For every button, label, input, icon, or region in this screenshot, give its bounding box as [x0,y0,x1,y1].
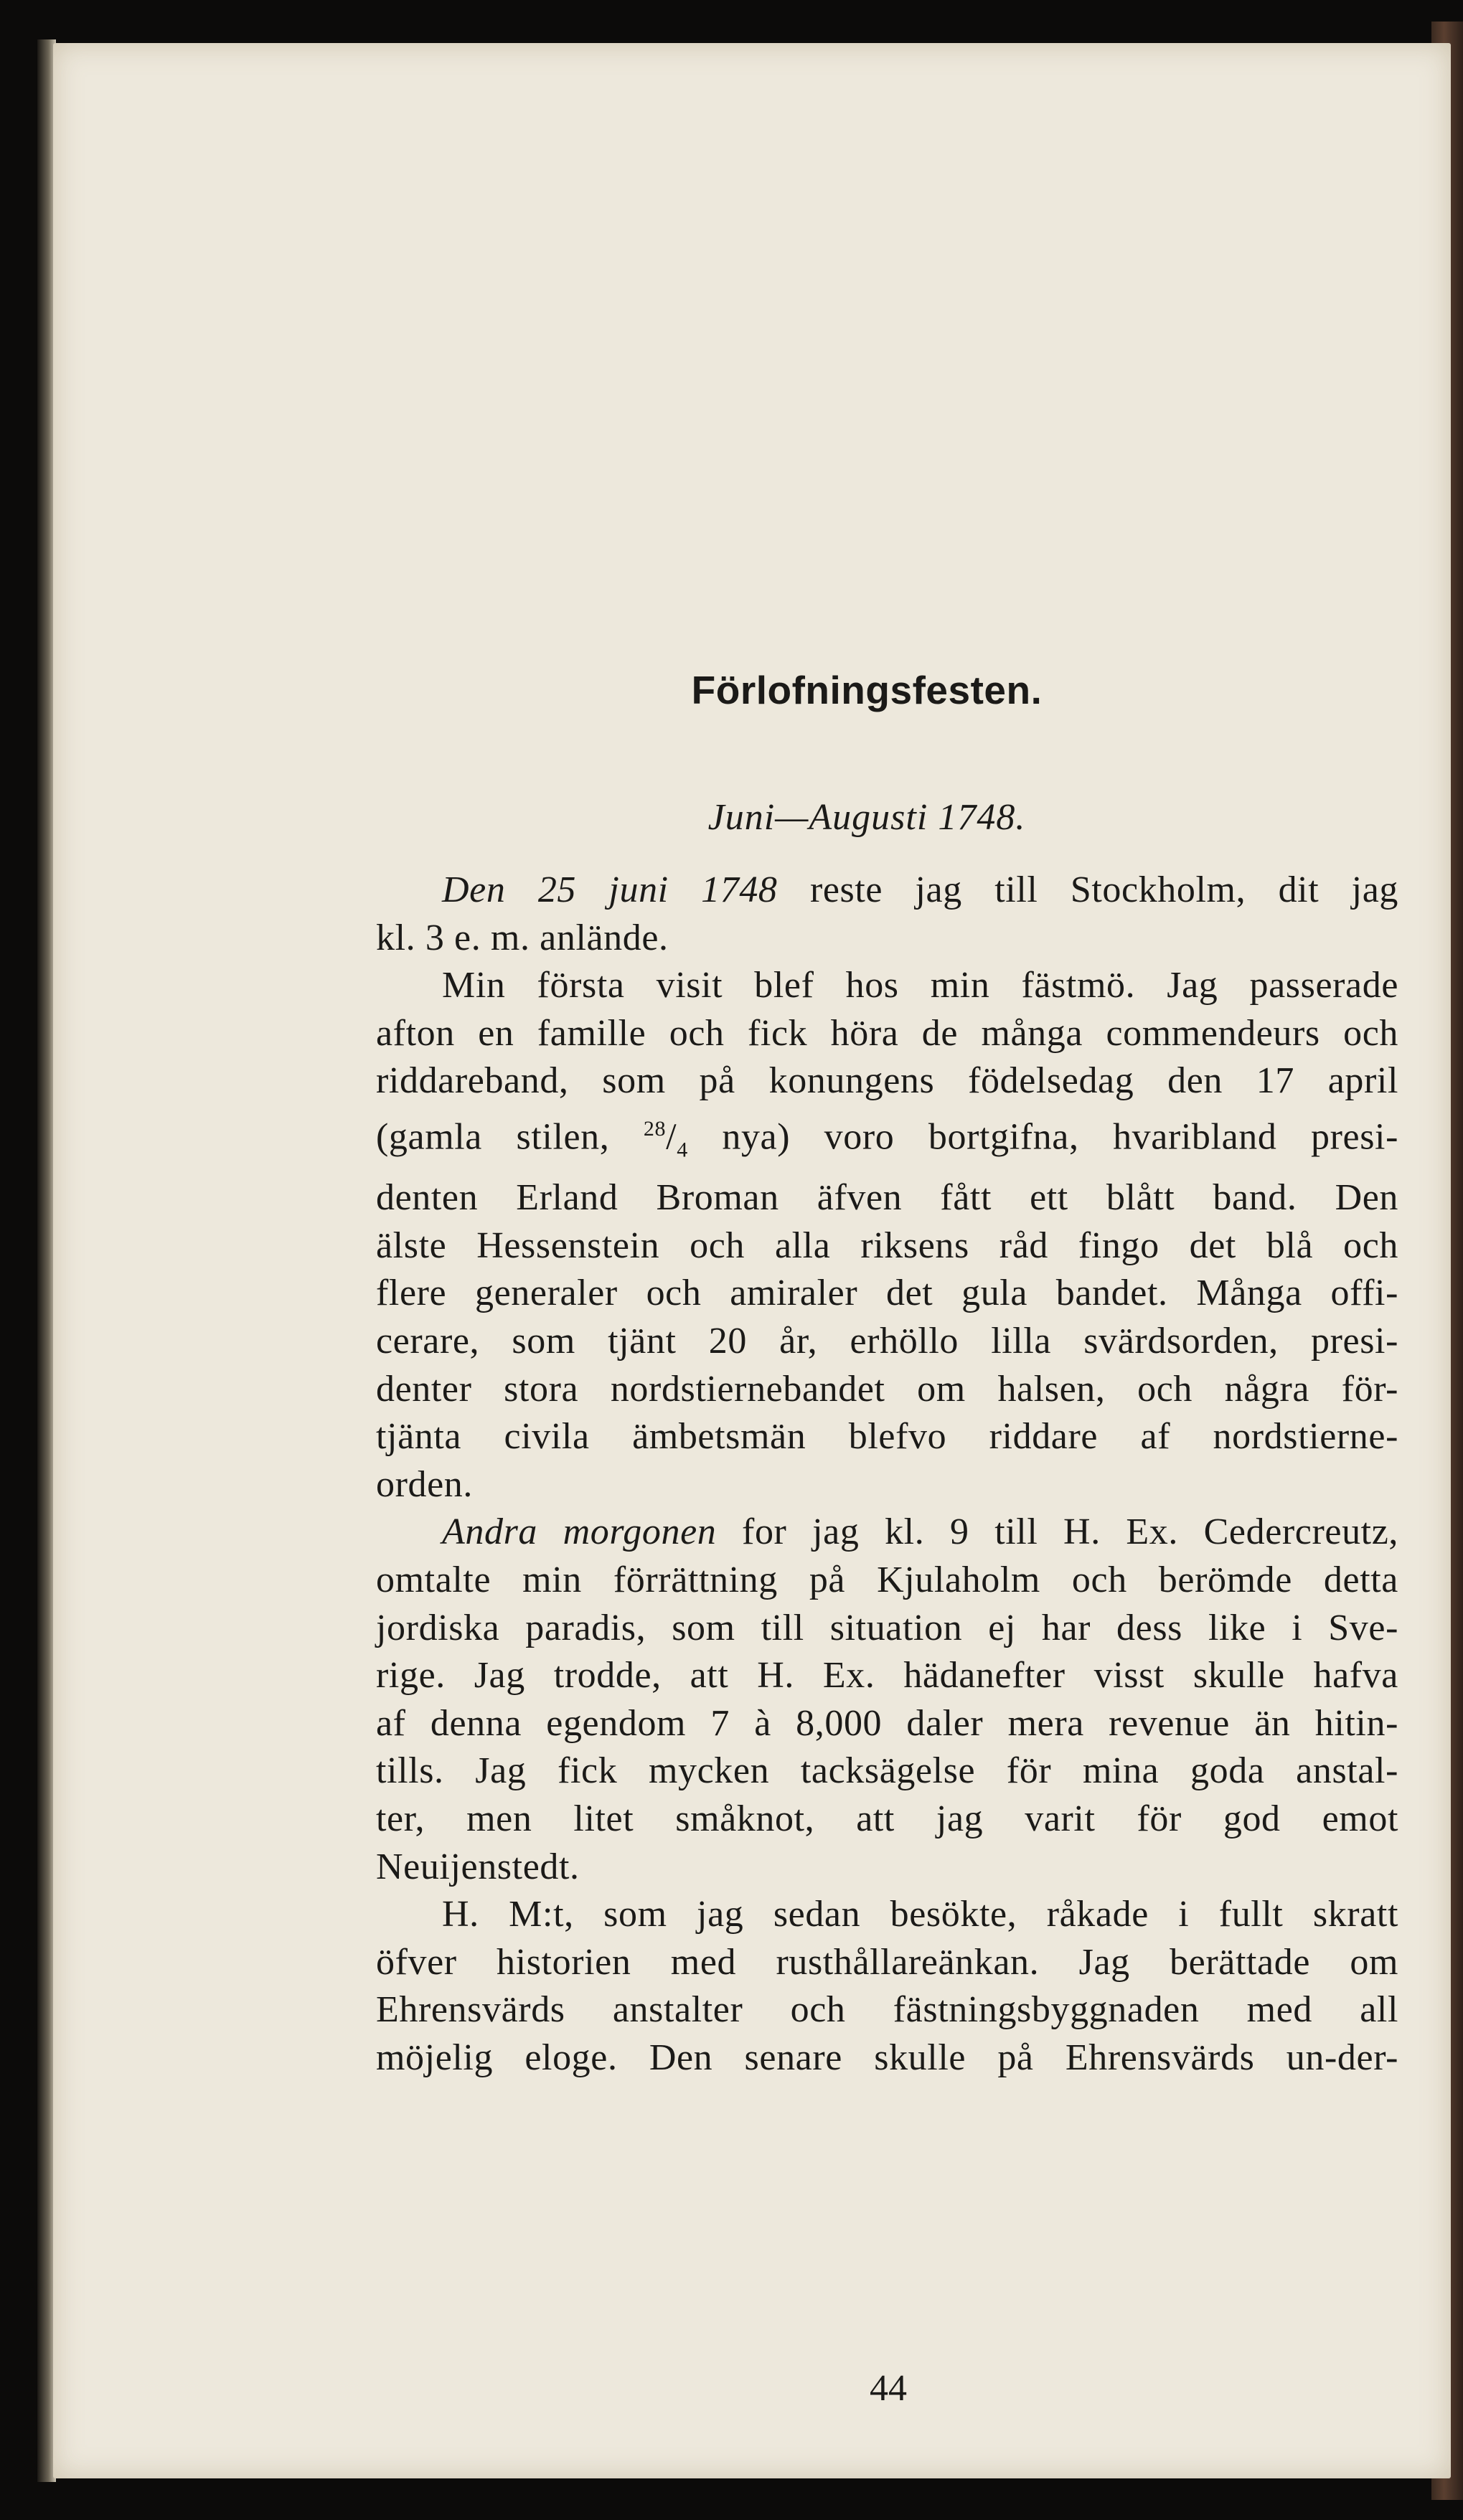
text-line: Min första visit blef hos min fästmö. Jag passerade [442,965,1398,1006]
text-line: kl. 3 e. m. anlände. [376,917,669,958]
text-line: flere generaler och amiraler det gula bandet. Många offi- [376,1273,1398,1314]
text-line: rige. Jag trodde, att H. Ex. hädanefter visst skulle hafva [376,1655,1398,1696]
text-line: omtalte min förrättning på Kjulaholm och berömde detta [376,1559,1398,1601]
chapter-dateline: Juni—Augusti 1748. [707,797,1026,838]
text-line: H. M:t, som jag sedan besökte, råkade i fullt skratt [442,1894,1398,1935]
text-line: tills. Jag fick mycken tacksägelse för mina goda anstal- [376,1750,1398,1792]
text-line: (gamla stilen, $^{28}/_4$ nya) voro bortgifna, hvaribland presi- [376,1116,1398,1162]
text-line: möjelig eloge. Den senare skulle på Ehrensvärds un-der- [376,2037,1398,2078]
text-line: orden. [376,1463,473,1505]
text-line: tjänta civila ämbetsmän blefvo riddare af nordstierne- [376,1416,1398,1458]
text-fragment: (gamla stilen, [376,1116,644,1158]
text-line: öfver historien med rusthållareänkan. Jag berättade om [376,1941,1398,1983]
text-line: afton en famille och fick höra de många commendeurs och [376,1012,1398,1054]
chapter-heading: Förlofningsfesten. [691,668,1043,712]
text-line: ter, men litet småknot, att jag varit för god emot [376,1798,1398,1839]
text-line: riddareband, som på konungens födelsedag den 17 april [376,1060,1398,1102]
body-text [376,867,1398,2082]
text-fragment: reste jag till Stockholm, dit jag [777,869,1398,910]
text-line: Ehrensvärds anstalter och fästningsbyggnaden med all [376,1989,1398,2031]
text-line: denten Erland Broman äfven fått ett blått band. Den [376,1177,1398,1219]
text-line: jordiska paradis, som till situation ej har dess like i Sve- [376,1607,1398,1648]
text-fragment: nya) voro bortgifna, hvaribland presi- [687,1116,1398,1158]
text-line [376,1509,1398,1557]
page-number: 44 [870,2368,907,2409]
italic-phrase: Den 25 juni 1748 [442,869,778,910]
book-page [53,43,1451,2478]
text-line: Neuijenstedt. [376,1846,580,1887]
fraction-numerator: 28 [643,1116,667,1141]
fraction-denominator: 4 [677,1138,688,1162]
text-line: älste Hessenstein och alla riksens råd fingo det blå och [376,1224,1398,1266]
text-line: af denna egendom 7 à 8,000 daler mera revenue än hitin- [376,1702,1398,1744]
text-line: cerare, som tjänt 20 år, erhöllo lilla svärdsorden, presi- [376,1321,1398,1362]
text-line: denter stora nordstiernebandet om halsen, och några för- [376,1368,1398,1410]
text-line [376,867,1398,915]
italic-phrase: Andra morgonen [442,1511,717,1553]
text-fragment: for jag kl. 9 till H. Ex. Cedercreutz, [716,1511,1399,1553]
